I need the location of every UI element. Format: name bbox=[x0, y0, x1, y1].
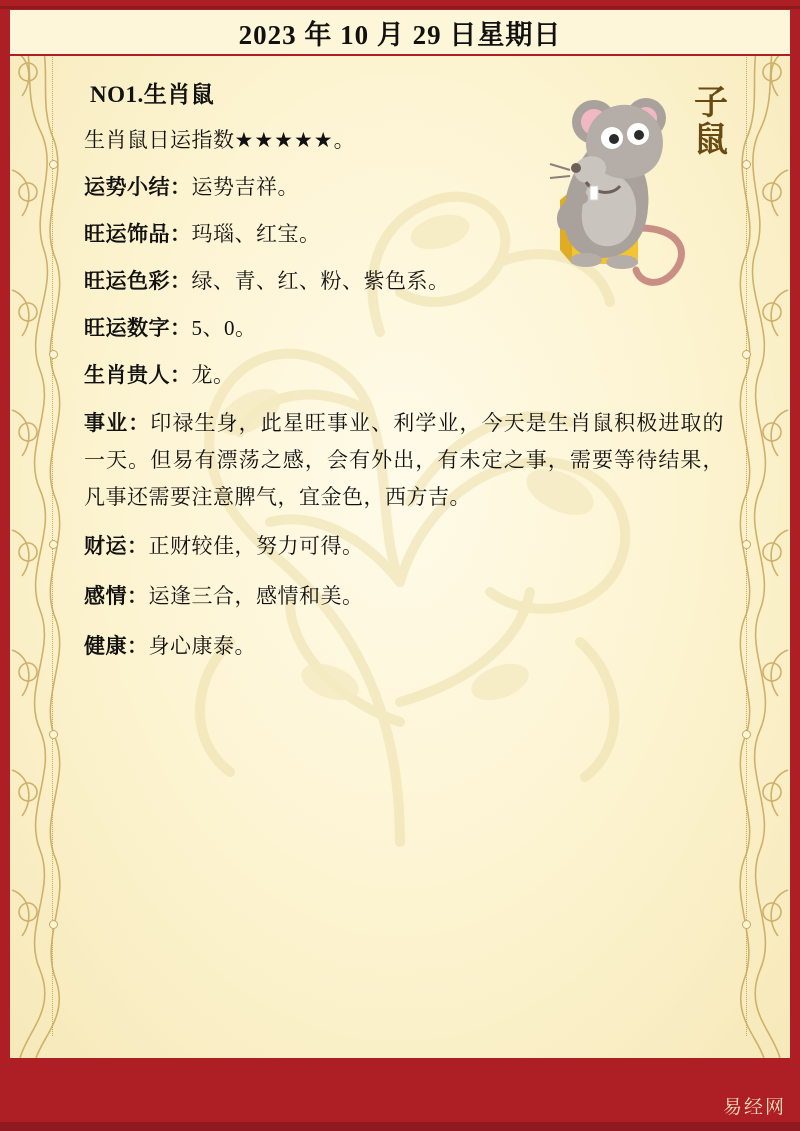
paragraph-sep: ： bbox=[127, 584, 149, 609]
fortune-item-sep: ： bbox=[170, 316, 192, 341]
fortune-item bbox=[84, 264, 724, 298]
fortune-item-sep: ： bbox=[170, 269, 192, 294]
rule-dot bbox=[742, 350, 751, 359]
fortune-item-label: 旺运饰品 bbox=[84, 222, 170, 247]
paragraph-label: 财运 bbox=[84, 534, 127, 559]
paragraph-label: 感情 bbox=[84, 584, 127, 609]
paragraph-sep: ： bbox=[127, 534, 149, 559]
rule-dot bbox=[49, 350, 58, 359]
fortune-item bbox=[84, 170, 724, 204]
site-brand: 易经网 bbox=[722, 1097, 786, 1118]
right-ornament bbox=[732, 10, 790, 1058]
fortune-item-value: 绿、青、红、粉、紫色系。 bbox=[191, 269, 450, 294]
rating-label: 生肖鼠日运指数 bbox=[84, 128, 235, 152]
page-title: 2023 年 10 月 29 日星期日 bbox=[238, 19, 562, 50]
paragraph-sep: ： bbox=[127, 633, 149, 658]
fortune-paragraph bbox=[84, 578, 724, 615]
rule-dot bbox=[49, 540, 58, 549]
fortune-item-sep: ： bbox=[170, 175, 192, 200]
zodiac-badge-label: 子鼠 bbox=[694, 85, 728, 159]
rule-dot bbox=[49, 920, 58, 929]
paragraph-text: 身心康泰。 bbox=[148, 633, 256, 658]
rule-dot bbox=[742, 160, 751, 169]
left-ornament bbox=[10, 10, 68, 1058]
fortune-item-label: 旺运色彩 bbox=[84, 269, 170, 294]
fortune-item bbox=[84, 311, 724, 345]
date-title-bar bbox=[10, 10, 790, 56]
right-dotted-rule bbox=[746, 40, 748, 1036]
paragraph-text: 印禄生身，此星旺事业、利学业，今天是生肖鼠积极进取的一天。但易有漂荡之感，会有外出，有未定之事，需要等待结果，凡事还需要注意脾气，宜金色，西方吉。 bbox=[84, 411, 725, 509]
rating-stars: ★★★★★ bbox=[234, 128, 334, 152]
fortune-item-value: 5、0。 bbox=[191, 316, 257, 341]
rating-suffix: 。 bbox=[333, 128, 356, 152]
fortune-item-label: 生肖贵人 bbox=[84, 363, 170, 388]
rule-dot bbox=[49, 160, 58, 169]
fortune-content bbox=[84, 76, 724, 678]
fortune-paragraph bbox=[84, 405, 724, 515]
fortune-item-label: 旺运数字 bbox=[84, 316, 170, 341]
document-body bbox=[10, 10, 790, 1058]
paragraph-text: 运逢三合，感情和美。 bbox=[148, 584, 364, 609]
article-headline: NO1.生肖鼠 bbox=[90, 82, 215, 107]
paragraph-sep: ： bbox=[128, 411, 151, 436]
rule-dot bbox=[49, 730, 58, 739]
rule-dot bbox=[742, 730, 751, 739]
fortune-item-value: 运势吉祥。 bbox=[191, 175, 299, 200]
rule-dot bbox=[742, 540, 751, 549]
fortune-item-value: 玛瑙、红宝。 bbox=[191, 222, 321, 247]
fortune-item-label: 运势小结 bbox=[84, 175, 170, 200]
fortune-paragraph bbox=[84, 528, 724, 565]
rating-line bbox=[84, 123, 724, 157]
fortune-item-value: 龙。 bbox=[191, 363, 235, 388]
paragraph-label: 事业 bbox=[84, 411, 129, 436]
fortune-item bbox=[84, 217, 724, 251]
rule-dot bbox=[742, 920, 751, 929]
fortune-item bbox=[84, 358, 724, 392]
fortune-paragraph bbox=[84, 628, 724, 665]
fortune-item-sep: ： bbox=[170, 222, 192, 247]
left-dotted-rule bbox=[52, 40, 54, 1036]
fortune-item-sep: ： bbox=[170, 363, 192, 388]
paragraph-text: 正财较佳，努力可得。 bbox=[148, 534, 364, 559]
paragraph-label: 健康 bbox=[84, 633, 127, 658]
